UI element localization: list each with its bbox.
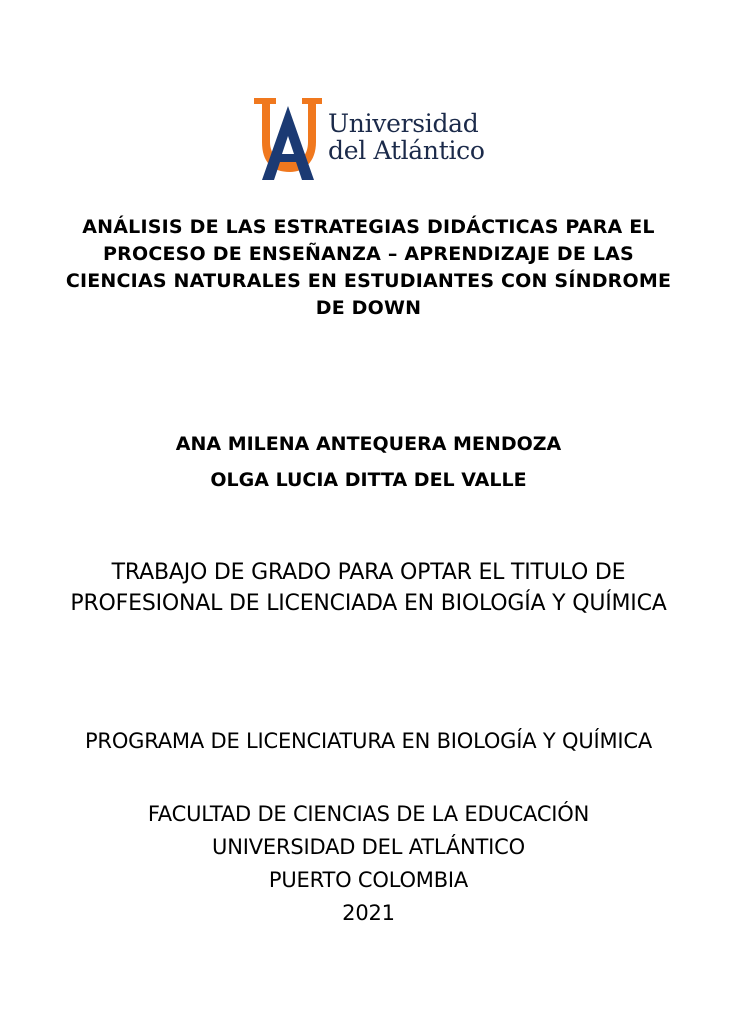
faculty-name: FACULTAD DE CIENCIAS DE LA EDUCACIÓN: [147, 802, 590, 826]
ua-monogram-icon: [252, 96, 324, 182]
university-name: UNIVERSIDAD DEL ATLÁNTICO: [212, 835, 525, 859]
logo-wordmark: [328, 110, 485, 164]
program-name: PROGRAMA DE LICENCIATURA EN BIOLOGÍA Y QUÍMICA: [84, 729, 653, 753]
city-name: PUERTO COLOMBIA: [268, 868, 469, 892]
institution-block: [60, 798, 677, 930]
author-name: ANA MILENA ANTEQUERA MENDOZA: [175, 433, 562, 455]
logo-line-2: del Atlántico: [328, 136, 485, 165]
authors-block: [60, 428, 677, 500]
university-logo: [252, 96, 492, 182]
author-name: OLGA LUCIA DITTA DEL VALLE: [210, 469, 527, 491]
logo-line-1: Universidad: [328, 109, 479, 138]
degree-statement: TRABAJO DE GRADO PARA OPTAR EL TITULO DE PROFESIONAL DE LICENCIADA EN BIOLOGÍA Y QUÍMICA: [70, 560, 667, 616]
year: 2021: [342, 901, 395, 925]
thesis-title: ANÁLISIS DE LAS ESTRATEGIAS DIDÁCTICAS PARA EL PROCESO DE ENSEÑANZA – APRENDIZAJE DE LAS CIENCIAS NATURALES EN ESTUDIANTES CON SÍNDROME DE DOWN: [65, 216, 672, 319]
